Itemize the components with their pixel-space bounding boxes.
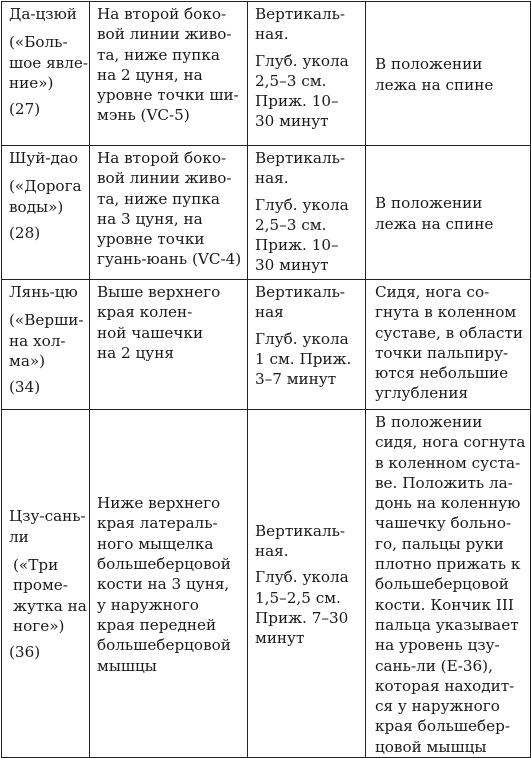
- location-lines-text: вой линии живо-: [97, 25, 232, 44]
- point-number: (36): [9, 643, 41, 662]
- location-lines-text: на 3 цуня, на: [97, 209, 203, 228]
- position-lines-text: на уровень цзу-: [375, 636, 500, 655]
- location-lines-text: вой линии живо-: [97, 169, 232, 188]
- point-name-cell: [2, 410, 90, 758]
- technique-lines-text: 2,5–3 см.: [255, 215, 327, 234]
- alt-lines-text: ма»): [9, 351, 46, 370]
- location-lines-text: большеберцовой: [97, 555, 231, 574]
- table-row: [2, 410, 531, 758]
- table-row: [2, 2, 531, 146]
- location-lines-text: ного мыщелка: [97, 534, 214, 553]
- direction-lines-text: Вертикаль-: [255, 521, 345, 540]
- location-lines-text: края колен-: [97, 303, 193, 322]
- location-lines-text: та, ниже пупка: [97, 45, 220, 64]
- spacer: [9, 24, 84, 32]
- position-lines-text: Сидя, нога со-: [375, 283, 490, 301]
- location-lines-text: Ниже верхнего: [97, 494, 221, 513]
- position-lines-text: го, пальцы руки: [375, 534, 504, 553]
- position-lines-text: пальца указывает: [375, 615, 519, 634]
- technique-cell: [248, 410, 366, 758]
- position-lines-text: лежа на спине: [375, 75, 494, 94]
- position-lines-text: цовой мышцы: [375, 737, 487, 756]
- technique-lines-text: Глуб. укола: [255, 51, 349, 70]
- patient-position-cell: [366, 2, 531, 146]
- position-lines-text: В положении: [375, 413, 483, 431]
- technique-lines-text: Глуб. укола: [255, 195, 349, 214]
- name-lines-text: Шуй-дао: [9, 149, 79, 167]
- position-lines-text: в коленном суста-: [375, 453, 521, 472]
- technique-lines-text: 30 минут: [255, 256, 329, 275]
- position-lines-text: сидя, нога согнута: [375, 433, 526, 452]
- technique-lines-text: 2,5–3 см.: [255, 71, 327, 90]
- alt-lines-text: ноге»): [13, 616, 65, 635]
- location-lines-text: уровне точки ши-: [97, 86, 239, 105]
- position-lines-text: донь на коленную: [375, 494, 521, 513]
- position-lines-text: В положении: [375, 194, 483, 213]
- technique-lines-text: Приж. 10–: [255, 92, 339, 111]
- position-lines-text: ве. Положить ла-: [375, 473, 513, 492]
- position-lines-text: ся у наружного: [375, 697, 500, 716]
- alt-lines-text: («Три: [13, 556, 59, 575]
- technique-cell: [248, 280, 366, 410]
- technique-cell: [248, 2, 366, 146]
- technique-lines-text: Приж. 10–: [255, 236, 339, 255]
- location-lines-text: На второй боко-: [97, 149, 227, 167]
- position-lines-text: точки пальпиру-: [375, 343, 509, 362]
- point-number: (28): [9, 223, 41, 242]
- direction-lines-text: Вертикаль-: [255, 5, 345, 23]
- point-number: (34): [9, 378, 41, 397]
- position-lines-text: которая находит-: [375, 676, 515, 695]
- location-lines-text: края передней: [97, 615, 217, 634]
- alt-lines-text: («Боль-: [9, 33, 68, 52]
- patient-position-cell: [366, 280, 531, 410]
- spacer: [9, 547, 84, 555]
- location-lines-text: на 2 цуня: [97, 343, 174, 362]
- acupoint-table: [1, 1, 531, 758]
- location-lines-text: мэнь (VC-5): [97, 106, 190, 125]
- location-lines-text: кости на 3 цуня,: [97, 575, 230, 594]
- position-lines-text: лежа на спине: [375, 214, 494, 233]
- point-name-cell: [2, 146, 90, 280]
- technique-lines-text: Глуб. укола: [255, 568, 349, 587]
- point-name-cell: [2, 280, 90, 410]
- location-cell: [90, 146, 248, 280]
- location-cell: [90, 2, 248, 146]
- location-lines-text: у наружного: [97, 595, 199, 614]
- alt-lines-text: («Дорога: [9, 177, 82, 196]
- location-lines-text: На второй боко-: [97, 5, 227, 23]
- position-lines-text: большеберцовой: [375, 575, 509, 594]
- patient-position-cell: [366, 410, 531, 758]
- location-lines-text: уровне точки: [97, 230, 205, 249]
- name-lines-text: Лянь-цю: [9, 283, 78, 301]
- position-lines-text: сань-ли (Е-36),: [375, 656, 493, 675]
- point-number: (27): [9, 100, 41, 119]
- name-lines-text: ли: [9, 527, 29, 546]
- position-lines-text: кости. Кончик III: [375, 595, 514, 614]
- technique-lines-text: 30 минут: [255, 112, 329, 131]
- location-lines-text: та, ниже пупка: [97, 189, 220, 208]
- direction-lines-text: ная.: [255, 25, 289, 44]
- position-lines-text: углубления: [375, 384, 469, 403]
- technique-lines-text: Приж. 7–30: [255, 608, 349, 627]
- technique-lines-text: 3–7 минут: [255, 370, 337, 389]
- direction-lines-text: Вертикаль-: [255, 283, 345, 301]
- direction-lines-text: Вертикаль-: [255, 149, 345, 167]
- position-lines-text: суставе, в области: [375, 323, 523, 342]
- table-row: [2, 280, 531, 410]
- technique-lines-text: 1,5–2,5 см.: [255, 588, 341, 607]
- alt-lines-text: проме-: [13, 576, 68, 595]
- alt-lines-text: жутка на: [13, 596, 87, 615]
- location-lines-text: ной чашечки: [97, 323, 204, 342]
- technique-lines-text: 1 см. Приж.: [255, 349, 352, 368]
- position-lines-text: края большебер-: [375, 717, 510, 736]
- alt-lines-text: шое явле-: [9, 53, 88, 72]
- point-name-cell: [2, 2, 90, 146]
- position-lines-text: чашечку больно-: [375, 514, 512, 533]
- position-lines-text: ются небольшие: [375, 364, 509, 383]
- location-lines-text: на 2 цуня, на: [97, 65, 203, 84]
- spacer: [9, 168, 84, 176]
- location-lines-text: мышцы: [97, 656, 157, 675]
- direction-lines-text: ная: [255, 303, 284, 322]
- location-cell: [90, 410, 248, 758]
- technique-lines-text: минут: [255, 629, 305, 648]
- location-lines-text: края латераль-: [97, 514, 218, 533]
- alt-lines-text: на хол-: [9, 331, 66, 350]
- alt-lines-text: воды»): [9, 197, 64, 216]
- alt-lines-text: ние»): [9, 73, 54, 92]
- location-cell: [90, 280, 248, 410]
- location-lines-text: Выше верхнего: [97, 283, 221, 301]
- table-row: [2, 146, 531, 280]
- name-lines-text: Да-цзюй: [9, 5, 77, 23]
- position-lines-text: В положении: [375, 55, 483, 74]
- position-lines-text: плотно прижать к: [375, 555, 521, 574]
- direction-lines-text: ная.: [255, 169, 289, 188]
- name-lines-text: Цзу-сань-: [9, 507, 86, 526]
- technique-lines-text: Глуб. укола: [255, 329, 349, 348]
- position-lines-text: гнута в коленном: [375, 303, 517, 322]
- location-lines-text: гуань-юань (VC-4): [97, 250, 242, 269]
- alt-lines-text: («Верши-: [9, 311, 84, 330]
- direction-lines-text: ная.: [255, 541, 289, 560]
- location-lines-text: большеберцовой: [97, 636, 231, 655]
- patient-position-cell: [366, 146, 531, 280]
- technique-cell: [248, 146, 366, 280]
- spacer: [9, 302, 84, 310]
